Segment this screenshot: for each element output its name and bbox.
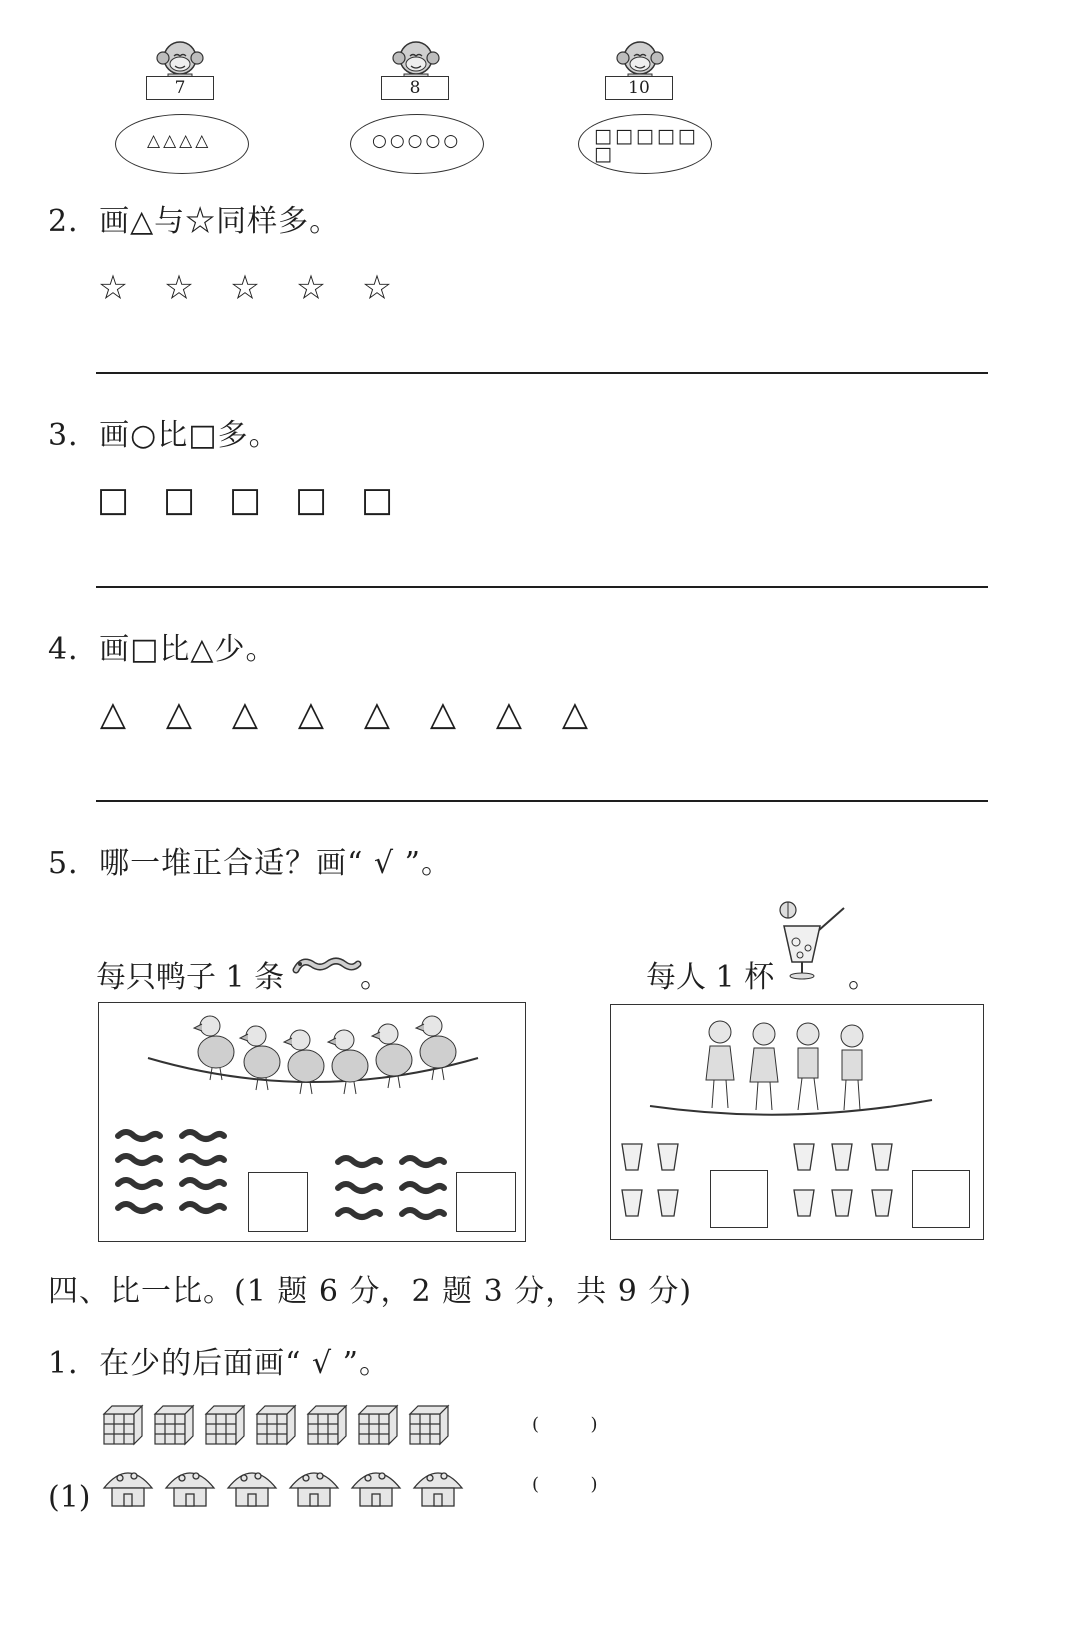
triangle-symbol: △ bbox=[165, 694, 193, 734]
square-symbol: □ bbox=[294, 480, 328, 520]
worm-icon bbox=[290, 952, 362, 982]
cup-pile-left bbox=[622, 1144, 678, 1216]
drink-caption: 每人 1 杯 bbox=[646, 960, 775, 995]
star-symbol: ☆ bbox=[295, 268, 327, 308]
check-box-cups-left[interactable] bbox=[710, 1170, 768, 1228]
number-sign: 7 bbox=[146, 76, 214, 100]
star-row bbox=[80, 268, 410, 308]
square-symbol: □ bbox=[162, 480, 196, 520]
square-symbol: □ bbox=[360, 480, 394, 520]
check-box-worms-left[interactable] bbox=[248, 1172, 308, 1232]
duck-caption-end: 。 bbox=[360, 960, 390, 995]
star-symbol: ☆ bbox=[97, 268, 129, 308]
square-row bbox=[80, 480, 410, 520]
triangle-symbol: △ bbox=[363, 694, 391, 734]
question-2-title: 2．画△与☆同样多。 bbox=[48, 204, 341, 239]
answer-paren-cubes[interactable]: ( ) bbox=[532, 1414, 598, 1435]
square-symbol: □ bbox=[96, 480, 130, 520]
question-5-title: 5．哪一堆正合适？画“ √ ”。 bbox=[48, 846, 452, 881]
star-symbol: ☆ bbox=[361, 268, 393, 308]
triangle-symbol: △ bbox=[429, 694, 457, 734]
cup-pile-right bbox=[794, 1144, 892, 1216]
oval-shapes-row2: □ bbox=[594, 143, 615, 165]
worm-pile-right bbox=[338, 1158, 444, 1217]
check-box-cups-right[interactable] bbox=[912, 1170, 970, 1228]
answer-line[interactable] bbox=[96, 586, 988, 588]
star-symbol: ☆ bbox=[229, 268, 261, 308]
drink-caption-end: 。 bbox=[848, 960, 878, 995]
triangle-symbol: △ bbox=[561, 694, 589, 734]
duck-caption: 每只鸭子 1 条 bbox=[96, 960, 285, 995]
worm-pile-left bbox=[118, 1132, 224, 1211]
triangle-symbol: △ bbox=[495, 694, 523, 734]
section-4-question-1-title: 1．在少的后面画“ √ ”。 bbox=[48, 1346, 390, 1381]
triangle-symbol: △ bbox=[99, 694, 127, 734]
number-sign: 8 bbox=[381, 76, 449, 100]
mushroom-house-row bbox=[100, 1462, 470, 1512]
triangle-symbol: △ bbox=[231, 694, 259, 734]
cube-row bbox=[100, 1404, 452, 1448]
oval-shapes-row1: □□□□□ bbox=[594, 125, 699, 147]
sub-question-label: (1) bbox=[48, 1480, 91, 1515]
child-group bbox=[706, 1021, 863, 1110]
triangle-row bbox=[80, 694, 608, 734]
section-4-title: 四、比一比。(1 题 6 分，2 题 3 分，共 9 分) bbox=[48, 1274, 693, 1309]
answer-paren-houses[interactable]: ( ) bbox=[532, 1474, 598, 1495]
oval-shapes: △△△△ bbox=[147, 131, 212, 151]
square-symbol: □ bbox=[228, 480, 262, 520]
answer-line[interactable] bbox=[96, 372, 988, 374]
star-symbol: ☆ bbox=[163, 268, 195, 308]
question-3-title: 3．画○比□多。 bbox=[48, 418, 280, 453]
question-4-title: 4．画□比△少。 bbox=[48, 632, 277, 667]
oval-shapes: ○○○○○ bbox=[372, 131, 462, 151]
check-box-worms-right[interactable] bbox=[456, 1172, 516, 1232]
number-sign: 10 bbox=[605, 76, 673, 100]
drink-cup-icon bbox=[770, 898, 850, 982]
triangle-symbol: △ bbox=[297, 694, 325, 734]
answer-line[interactable] bbox=[96, 800, 988, 802]
